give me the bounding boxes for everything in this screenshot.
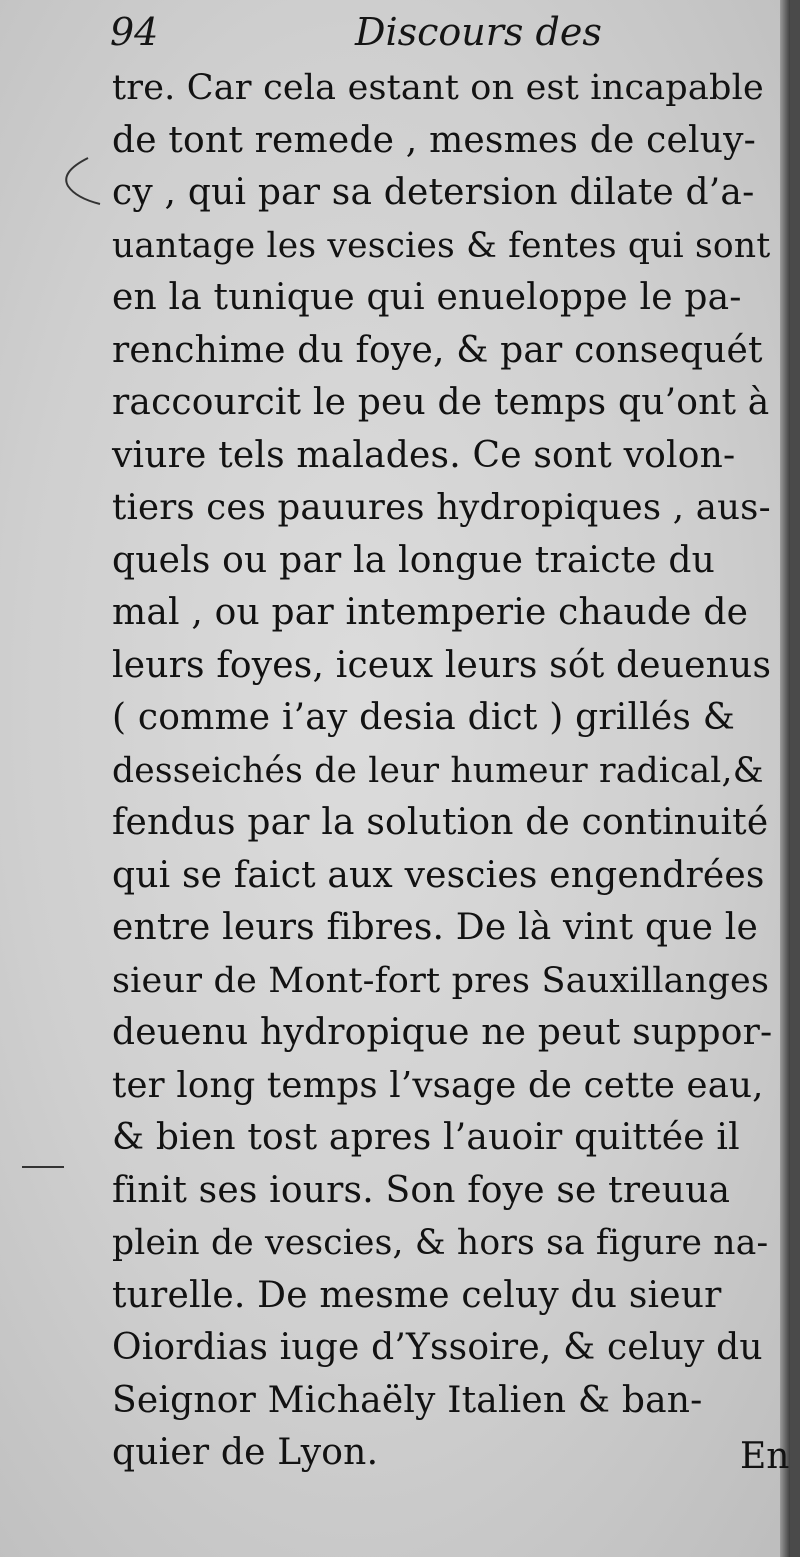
text-line: raccourcit le peu de temps qu’ont à xyxy=(112,382,770,423)
book-spine-edge xyxy=(780,0,790,1557)
text-line: mal , ou par intemperie chaude de xyxy=(112,592,749,633)
text-line: finit ses iours. Son foye se treuua xyxy=(112,1169,731,1211)
text-line: renchime du foye, & par consequét xyxy=(112,329,763,371)
text-line: Seignor Michaëly Italien & ban- xyxy=(112,1379,703,1421)
text-line: tre. Car cela estant on est incapable xyxy=(112,68,764,108)
text-line: ( comme i’ay desia dict ) grillés & xyxy=(112,697,735,738)
text-line: leurs foyes, iceux leurs sót deuenus xyxy=(112,644,772,686)
text-line: Oiordias iuge d’Yssoire, & celuy du xyxy=(112,1327,763,1368)
catchword: En xyxy=(740,1436,790,1477)
text-line: cy , qui par sa detersion dilate d’a- xyxy=(112,172,755,213)
text-line: entre leurs fibres. De là vint que le xyxy=(112,907,758,948)
text-line: qui se faict aux vescies engendrées xyxy=(112,854,765,896)
text-line: turelle. De mesme celuy du sieur xyxy=(112,1274,722,1316)
text-line: uantage les vescies & fentes qui sont xyxy=(112,225,771,266)
text-line: de tont remede , mesmes de celuy- xyxy=(112,119,757,161)
text-line: quels ou par la longue traicte du xyxy=(112,539,716,581)
text-line: & bien tost apres l’auoir quittée il xyxy=(112,1117,740,1158)
page-number: 94 xyxy=(110,10,159,54)
text-line: quier de Lyon. xyxy=(112,1432,379,1473)
running-head: Discours des xyxy=(355,10,602,54)
text-line: ter long temps l’vsage de cette eau, xyxy=(112,1064,764,1106)
text-line: plein de vescies, & hors sa figure na- xyxy=(112,1223,769,1263)
text-line: desseichés de leur humeur radical,& xyxy=(112,750,764,791)
text-line: fendus par la solution de continuité xyxy=(112,802,769,843)
margin-bracket-mark xyxy=(66,158,100,204)
text-line: en la tunique qui enueloppe le pa- xyxy=(112,277,742,318)
margin-pen-marks xyxy=(0,0,120,1557)
text-line: tiers ces pauures hydropiques , aus- xyxy=(112,487,771,528)
text-line: sieur de Mont-fort pres Sauxillanges xyxy=(112,960,770,1001)
body-text xyxy=(112,62,772,1480)
page-header xyxy=(0,10,790,60)
text-line: viure tels malades. Ce sont volon- xyxy=(112,434,736,476)
text-line: deuenu hydropique ne peut suppor- xyxy=(112,1012,773,1053)
